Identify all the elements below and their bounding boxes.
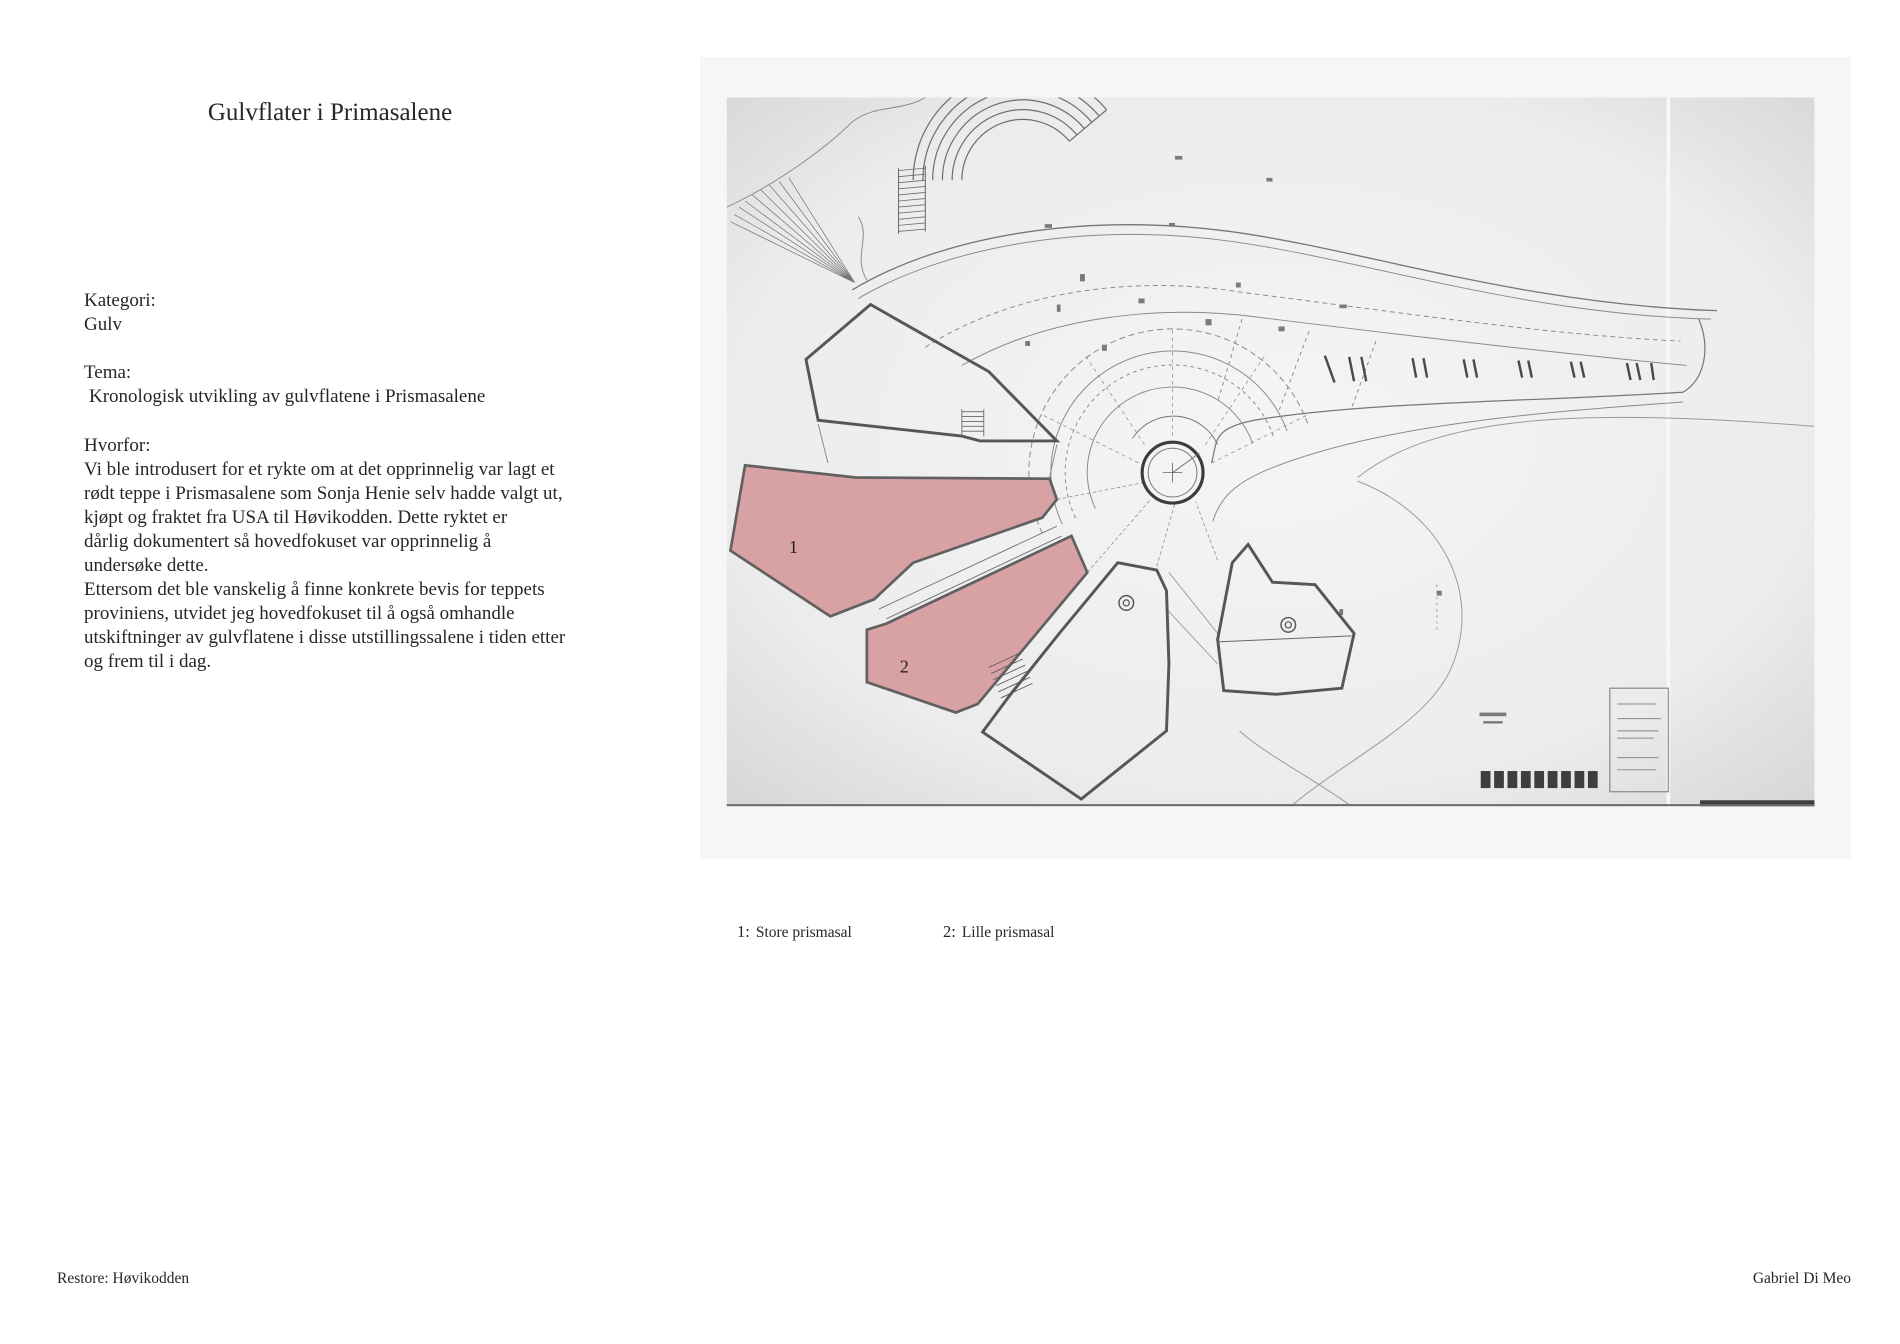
reason-line: Ettersom det ble vanskelig å finne konkrete bevis for teppets xyxy=(84,579,545,601)
legend-number: 2: xyxy=(943,922,956,941)
plan-paper xyxy=(727,97,1815,806)
category-value: Gulv xyxy=(84,314,122,336)
area-1-number: 1 xyxy=(788,537,799,558)
spacer xyxy=(84,337,565,361)
footer-author: Gabriel Di Meo xyxy=(1752,1270,1851,1287)
page-title: Gulvflater i Primasalene xyxy=(207,99,453,126)
reason-line: kjøpt og fraktet fra USA til Høvikodden. Dette ryktet er xyxy=(84,506,508,528)
reason-label: Hvorfor: xyxy=(84,434,151,456)
reason-line: proviniens, utvidet jeg hovedfokuset til å også omhandle xyxy=(84,603,515,625)
footer-project: Restore: Høvikodden xyxy=(57,1270,190,1287)
legend-label: Store prismasal xyxy=(755,924,852,941)
spacer xyxy=(84,409,565,433)
reason-line: rødt teppe i Prismasalene som Sonja Henie selv hadde valgt ut, xyxy=(84,482,563,504)
reason-line: undersøke dette. xyxy=(84,555,209,577)
legend-label: Lille prismasal xyxy=(961,924,1055,941)
theme-label: Tema: xyxy=(84,362,132,384)
legend-item xyxy=(737,922,852,943)
reason-line: og frem til i dag. xyxy=(84,651,212,673)
legend-item xyxy=(943,922,1054,943)
floor-plan-figure xyxy=(700,57,1851,859)
reason-line: Vi ble introdusert for et rykte om at det opprinnelig var lagt et xyxy=(84,458,555,480)
legend-number: 1: xyxy=(737,922,750,941)
reason-line: dårlig dokumentert så hovedfokuset var opprinnelig å xyxy=(84,530,492,552)
plan-legend xyxy=(0,922,1900,944)
theme-value: Kronologisk utvikling av gulvflatene i Prismasalene xyxy=(89,386,486,408)
area-2-number: 2 xyxy=(899,656,909,677)
floor-plan-drawing xyxy=(700,57,1851,859)
category-label: Kategori: xyxy=(84,290,156,311)
info-block xyxy=(84,289,565,675)
reason-line: utskiftninger av gulvflatene i disse utstillingssalene i tiden etter xyxy=(84,627,566,649)
